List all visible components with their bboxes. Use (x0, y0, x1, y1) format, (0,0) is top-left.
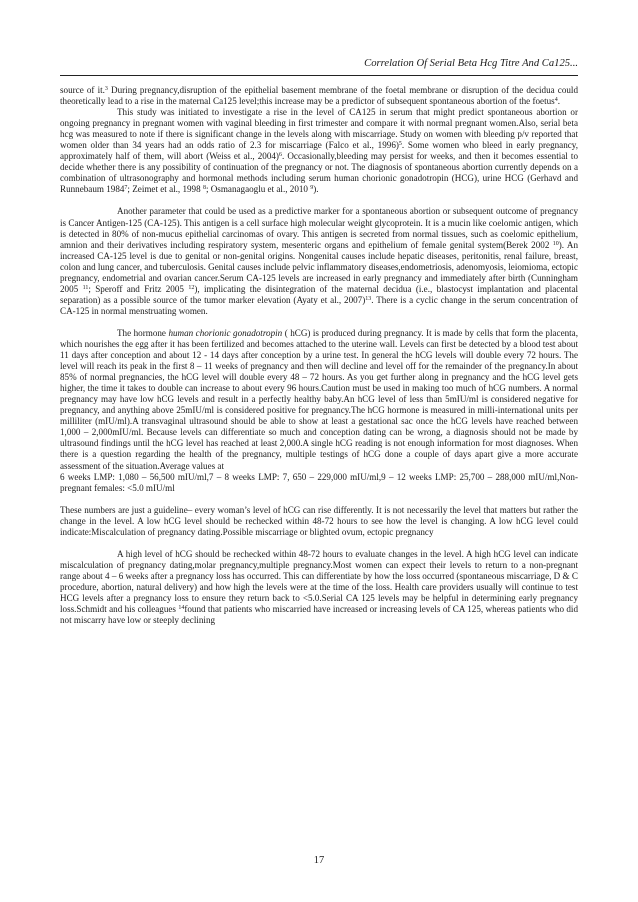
citation-ref: 14 (178, 605, 185, 612)
citation-ref: 11 (82, 284, 89, 291)
paragraph-6: A high level of hCG should be rechecked within 48-72 hours to evaluate changes in the level. A high hCG level can indicate miscalculation of pregnancy dating,molar pregnancy,multiple pregnancy.Most women can expect their levels to return to a non-pregnant range about 4 – 6 weeks after a pregnancy loss has occurred. This can differentiate by how the loss occurred (spontaneous miscarriage, D & C procedure, abortion, natural delivery) and how high the levels were at the time of the loss. Health care providers usually will continue to test HCG levels after a pregnancy loss to ensure they return back to <5.0.Serial CA 125 levels may be helpful in determining early pregnancy loss.Schmidt and his colleagues $^{14}$found that patients who miscarried have increased or increasing levels of CA 125, whereas patients who did not miscarry have low or steeply declining (60, 548, 578, 626)
emphasis: human chorionic gonadotropin (168, 327, 283, 338)
citation-ref: 12 (188, 284, 195, 291)
article-body (60, 85, 578, 626)
header-rule (60, 75, 578, 76)
citation-ref: 4 (554, 97, 558, 104)
citation-ref: 3 (104, 86, 108, 92)
paragraph-1: source of it.$^3$ During pregnancy,disruption of the epithelial basement membrane of the foetal membrane or disruption of the decidua could theoretically lead to a rise in the maternal Ca125 level;this increase may be a predictor of subsequent spontaneous abortion of the foetus$^4$. (60, 85, 578, 107)
citation-ref: 7 (124, 185, 128, 192)
citation-ref: 10 (552, 240, 559, 247)
paragraph-4: The hormone human chorionic gonadotropin ( hCG) is produced during pregnancy. It is made by cells that form the placenta, which nourishes the egg after it has been fertilized and becomes attached to the uterine wall. Levels can first be detected by a blood test about 11 days after conception and about 12 - 14 days after conception by a urine test. In general the hCG levels will double every 72 hours. The level will reach its peak in the first 8 – 11 weeks of pregnancy and then will decline and level off for the remainder of the pregnancy.In about 85% of normal pregnancies, the hCG level will double every 48 – 72 hours. As you get further along in pregnancy and the hCG level gets higher, the time it takes to double can increase to about every 96 hours.Caution must be used in making too much of hCG numbers. A normal pregnancy may have low hCG levels and result in a perfectly healthy baby.An hCG level of less than 5mIU/ml is considered negative for pregnancy, and anything above 25mIU/ml is considered positive for pregnancy.The hCG hormone is measured in milli-international units per milliliter (mIU/ml).A transvaginal ultrasound should be able to show at least a gestational sac once the hCG levels have reached between 1,000 – 2,000mIU/ml. Because levels can differentiate so much and conception dating can be wrong, a diagnosis should not be made by ultrasound findings until the hCG level has reached at least 2,000.A single hCG reading is not enough information for most diagnoses. When there is a question regarding the health of the pregnancy, multiple testings of hCG done a couple of days apart give a more accurate assessment of the situation.Average values at (60, 327, 578, 471)
paragraph-2: This study was initiated to investigate a rise in the level of CA125 in serum that might predict spontaneous abortion or ongoing pregnancy in pregnant women with vaginal bleeding in first trimester and compare it with normal pregnant women.Also, serial beta hcg was measured to note if there is significant change in the levels along with miscarriage. Study on women with bleeding p/v reported that women older than 34 years had an odds ratio of 2.3 for miscarriage (Falco et al., 1996)$^5$. Some women who bleed in early pregnancy, approximately half of them, will abort (Weiss et al., 2004)$^6$. Occasionally,bleeding may persist for weeks, and then it becomes essential to decide whether there is any possibility of continuation of the pregnancy or not. The diagnosis of spontaneous abortion currently depends on a combination of ultrasonography and hormonal methods including serum human chorionic gonadotropin (HCG), urine HCG (Gerhavd and Runnebaum 1984$^7$; Zeimet et al., 1998 $^8$; Osmanagaoglu et al., 2010 $^9$). (60, 107, 579, 195)
running-header: Correlation Of Serial Beta Hcg Titre And Ca125... (364, 58, 578, 69)
citation-ref: 6 (278, 152, 282, 159)
citation-ref: 8 (202, 185, 206, 192)
citation-ref: 9 (310, 185, 314, 192)
citation-ref: 13 (365, 295, 372, 302)
paragraph-5: These numbers are just a guideline– every woman’s level of hCG can rise differently. It is not necessarily the level that matters but rather the change in the level. A low hCG level should be rechecked within 48-72 hours to see how the level is changing. A low hCG level could indicate:Miscalculation of pregnancy dating.Possible miscarriage or blighted ovum, ectopic pregnancy (60, 504, 578, 537)
page-number: 17 (313, 855, 325, 866)
paragraph-3: Another parameter that could be used as a predictive marker for a spontaneous abortion or subsequent outcome of pregnancy is Cancer Antigen-125 (CA-125). This antigen is a cell surface high molecular weight glycoprotein. It is a mucin like coelomic antigen, which is detected in 80% of non-mucus epithelial carcinomas of ovary. This antigen is secreted from normal tissues, such as coelomic epithelium, amnion and their derivatives including respiratory system, mesenteric organs and epithelium of female genital system(Berek 2002 $^{10}$). An increased CA-125 level is due to genital or non-genital origins. Nongenital causes include hepatic diseases, peritonitis, renal failure, breast, colon and lung cancer, and tuberculosis. Genital causes include pelvic inflammatory diseases,endometriosis, adenomyosis, leiomioma, ectopic pregnancy, endometrial and ovarian cancer.Serum CA-125 levels are increased in early pregnancy and immediately after birth (Cunningham 2005 $^{11}$; Speroff and Fritz 2005 $^{12}$), implicating the disintegration of the maternal decidua (i.e., blastocyst implantation and placental separation) as a possible source of the tumor marker elevation (Ayaty et al., 2007)$^{13}$. There is a cyclic change in the serum concentration of CA-125 in normal menstruating women. (60, 206, 579, 316)
citation-ref: 5 (398, 141, 402, 148)
average-values: 6 weeks LMP: 1,080 – 56,500 mIU/ml,7 – 8 weeks LMP: 7, 650 – 229,000 mIU/ml,9 – 12 weeks LMP: 25,700 – 288,000 mIU/ml,Non-pregnant females: <5.0 mIU/ml (60, 471, 578, 493)
